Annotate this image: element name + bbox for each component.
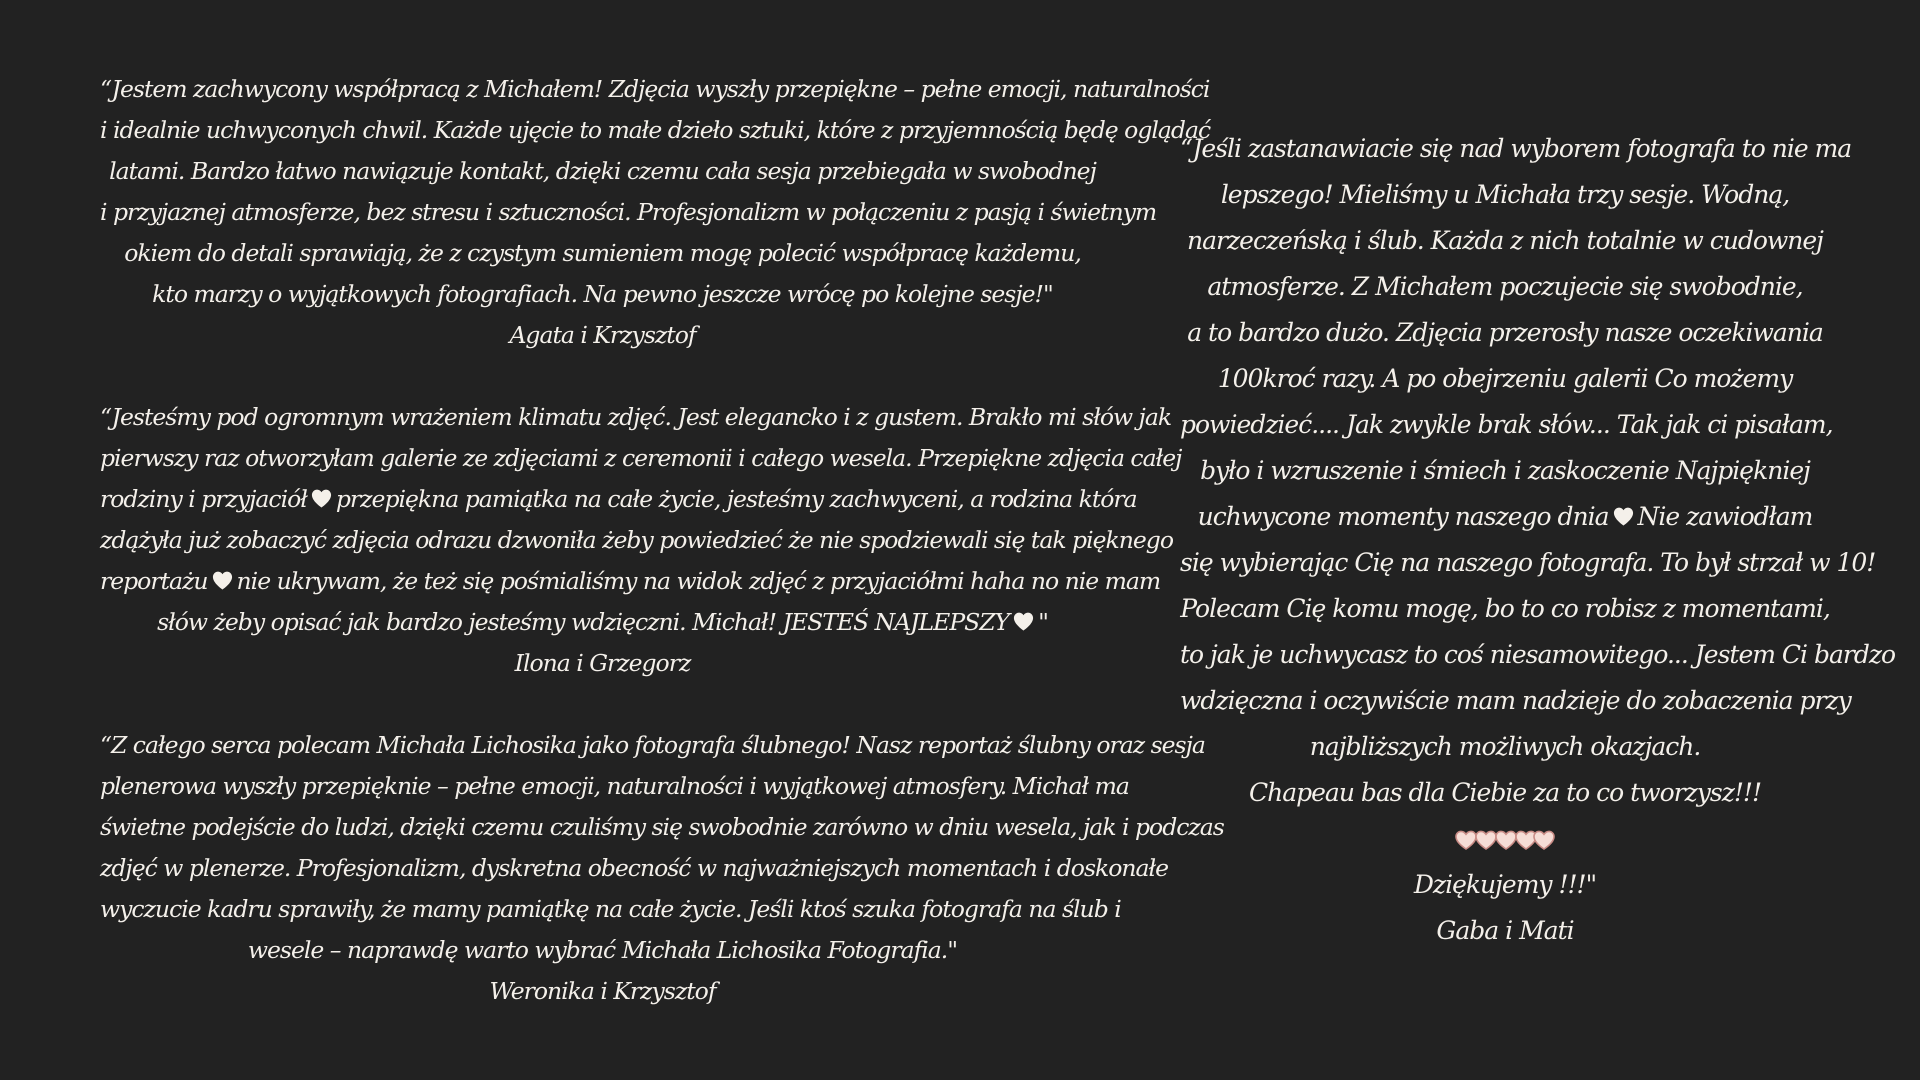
testimonial-text-segment: Nie zawiodłam bbox=[1637, 502, 1813, 531]
testimonial-text-line: 100kroć razy. A po obejrzeniu galerii Co możemy bbox=[1217, 364, 1793, 393]
testimonial-text-line: Polecam Cię komu mogę, bo to co robisz z momentami, bbox=[1180, 594, 1830, 623]
testimonials-right-column bbox=[1180, 126, 1896, 954]
testimonial-text-line bbox=[1180, 494, 1830, 540]
testimonial-text-line: a to bardzo dużo. Zdjęcia przerosły nasze oczekiwania bbox=[1187, 318, 1823, 347]
testimonial-weronika-krzysztof bbox=[100, 725, 1224, 1012]
testimonial-text-line: kto marzy o wyjątkowych fotografiach. Na pewno jeszcze wrócę po kolejne sesje!" bbox=[152, 280, 1053, 308]
testimonial-text-segment: przepiękna pamiątka na całe życie, jesteśmy zachwyceni, a rodzina która bbox=[335, 485, 1137, 513]
testimonial-text-line: plenerowa wyszły przepięknie – pełne emocji, naturalności i wyjątkowej atmosfery. Michał ma bbox=[100, 772, 1129, 800]
testimonials-left-column bbox=[100, 69, 1224, 1012]
testimonial-text-line: latami. Bardzo łatwo nawiązuje kontakt, dzięki czemu cała sesja przebiegała w swobodnej bbox=[109, 157, 1096, 185]
testimonial-text-segment: " bbox=[1038, 608, 1048, 636]
testimonial-ilona-grzegorz bbox=[100, 397, 1182, 684]
hearts-row-icon bbox=[1180, 816, 1830, 862]
testimonial-text-line: powiedzieć.... Jak zwykle brak słów... Tak jak ci pisałam, bbox=[1180, 410, 1833, 439]
testimonial-text-line bbox=[100, 561, 1161, 602]
testimonial-text-line bbox=[100, 602, 1105, 643]
testimonial-text-line: Chapeau bas dla Ciebie za to co tworzysz!!! bbox=[1248, 778, 1762, 807]
testimonial-agata-krzysztof bbox=[100, 69, 1211, 356]
testimonial-text-line: atmosferze. Z Michałem poczujecie się swobodnie, bbox=[1207, 272, 1803, 301]
testimonial-author: Ilona i Grzegorz bbox=[514, 649, 691, 677]
white-heart-icon bbox=[1612, 505, 1635, 528]
testimonial-text-line: wdzięczna i oczywiście mam nadzieje do zobaczenia przy bbox=[1180, 686, 1851, 715]
white-heart-icon bbox=[310, 487, 333, 510]
testimonial-closing: Dziękujemy !!!" bbox=[1413, 870, 1597, 899]
testimonial-text-line: wyczucie kadru sprawiły, że mamy pamiątkę na całe życie. Jeśli ktoś szuka fotografa na ślub i bbox=[100, 895, 1121, 923]
testimonial-text-line: to jak je uchwycasz to coś niesamowitego... Jestem Ci bardzo bbox=[1180, 640, 1896, 669]
testimonial-text-line: pierwszy raz otworzyłam galerie ze zdjęciami z ceremonii i całego wesela. Przepiękne zdjęcia całej bbox=[100, 444, 1182, 472]
testimonial-text-line: i idealnie uchwyconych chwil. Każde ujęcie to małe dzieło sztuki, które z przyjemnością będę oglądać bbox=[100, 116, 1211, 144]
testimonial-text-line: lepszego! Mieliśmy u Michała trzy sesje. Wodną, bbox=[1220, 180, 1790, 209]
testimonial-text-line: zdjęć w plenerze. Profesjonalizm, dyskretna obecność w najważniejszych momentach i doskonałe bbox=[100, 854, 1169, 882]
testimonial-text-line: “Jestem zachwycony współpracą z Michałem! Zdjęcia wyszły przepiękne – pełne emocji, naturalności bbox=[100, 75, 1210, 103]
testimonial-text-segment: reportażu bbox=[100, 567, 208, 595]
testimonial-author: Gaba i Mati bbox=[1436, 916, 1574, 945]
testimonial-gaba-mati bbox=[1180, 126, 1896, 954]
testimonial-text-segment: uchwycone momenty naszego dnia bbox=[1197, 502, 1609, 531]
testimonial-text-line: było i wzruszenie i śmiech i zaskoczenie Najpiękniej bbox=[1200, 456, 1810, 485]
testimonial-text-line: najbliższych możliwych okazjach. bbox=[1309, 732, 1701, 761]
testimonial-text-line: “Z całego serca polecam Michała Lichosika jako fotografa ślubnego! Nasz reportaż ślubny oraz sesja bbox=[100, 731, 1205, 759]
testimonial-text-line: się wybierając Cię na naszego fotografa. To był strzał w 10! bbox=[1180, 548, 1876, 577]
testimonial-text-line: “Jesteśmy pod ogromnym wrażeniem klimatu zdjęć. Jest elegancko i z gustem. Brakło mi słów jak bbox=[100, 403, 1172, 431]
testimonial-text-line: i przyjaznej atmosferze, bez stresu i sztuczności. Profesjonalizm w połączeniu z pasją i świetnym bbox=[100, 198, 1157, 226]
testimonial-text-line: wesele – naprawdę warto wybrać Michała Lichosika Fotografia." bbox=[247, 936, 958, 964]
testimonial-text-segment: nie ukrywam, że też się pośmialiśmy na widok zdjęć z przyjaciółmi haha no nie mam bbox=[236, 567, 1161, 595]
testimonial-text-line: “Jeśli zastanawiacie się nad wyborem fotografa to nie ma bbox=[1180, 134, 1852, 163]
white-heart-icon bbox=[211, 569, 234, 592]
testimonial-text-line: świetne podejście do ludzi, dzięki czemu czuliśmy się swobodnie zarówno w dniu wesela, jak i podczas bbox=[100, 813, 1224, 841]
testimonial-text-segment: rodziny i przyjaciół bbox=[100, 485, 307, 513]
testimonial-text-line: okiem do detali sprawiają, że z czystym sumieniem mogę polecić współpracę każdemu, bbox=[124, 239, 1081, 267]
testimonial-text-line: zdążyła już zobaczyć zdjęcia odrazu dzwoniła żeby powiedzieć że nie spodziewali się tak pięknego bbox=[100, 526, 1173, 554]
testimonial-text-line: narzeczeńską i ślub. Każda z nich totalnie w cudownej bbox=[1187, 226, 1823, 255]
testimonial-text-segment: słów żeby opisać jak bardzo jesteśmy wdzięczni. Michał! JESTEŚ NAJLEPSZY bbox=[157, 608, 1010, 636]
testimonial-author: Weronika i Krzysztof bbox=[489, 977, 716, 1005]
white-heart-icon bbox=[1012, 610, 1035, 633]
testimonial-text-line bbox=[100, 479, 1137, 520]
testimonial-author: Agata i Krzysztof bbox=[509, 321, 696, 349]
